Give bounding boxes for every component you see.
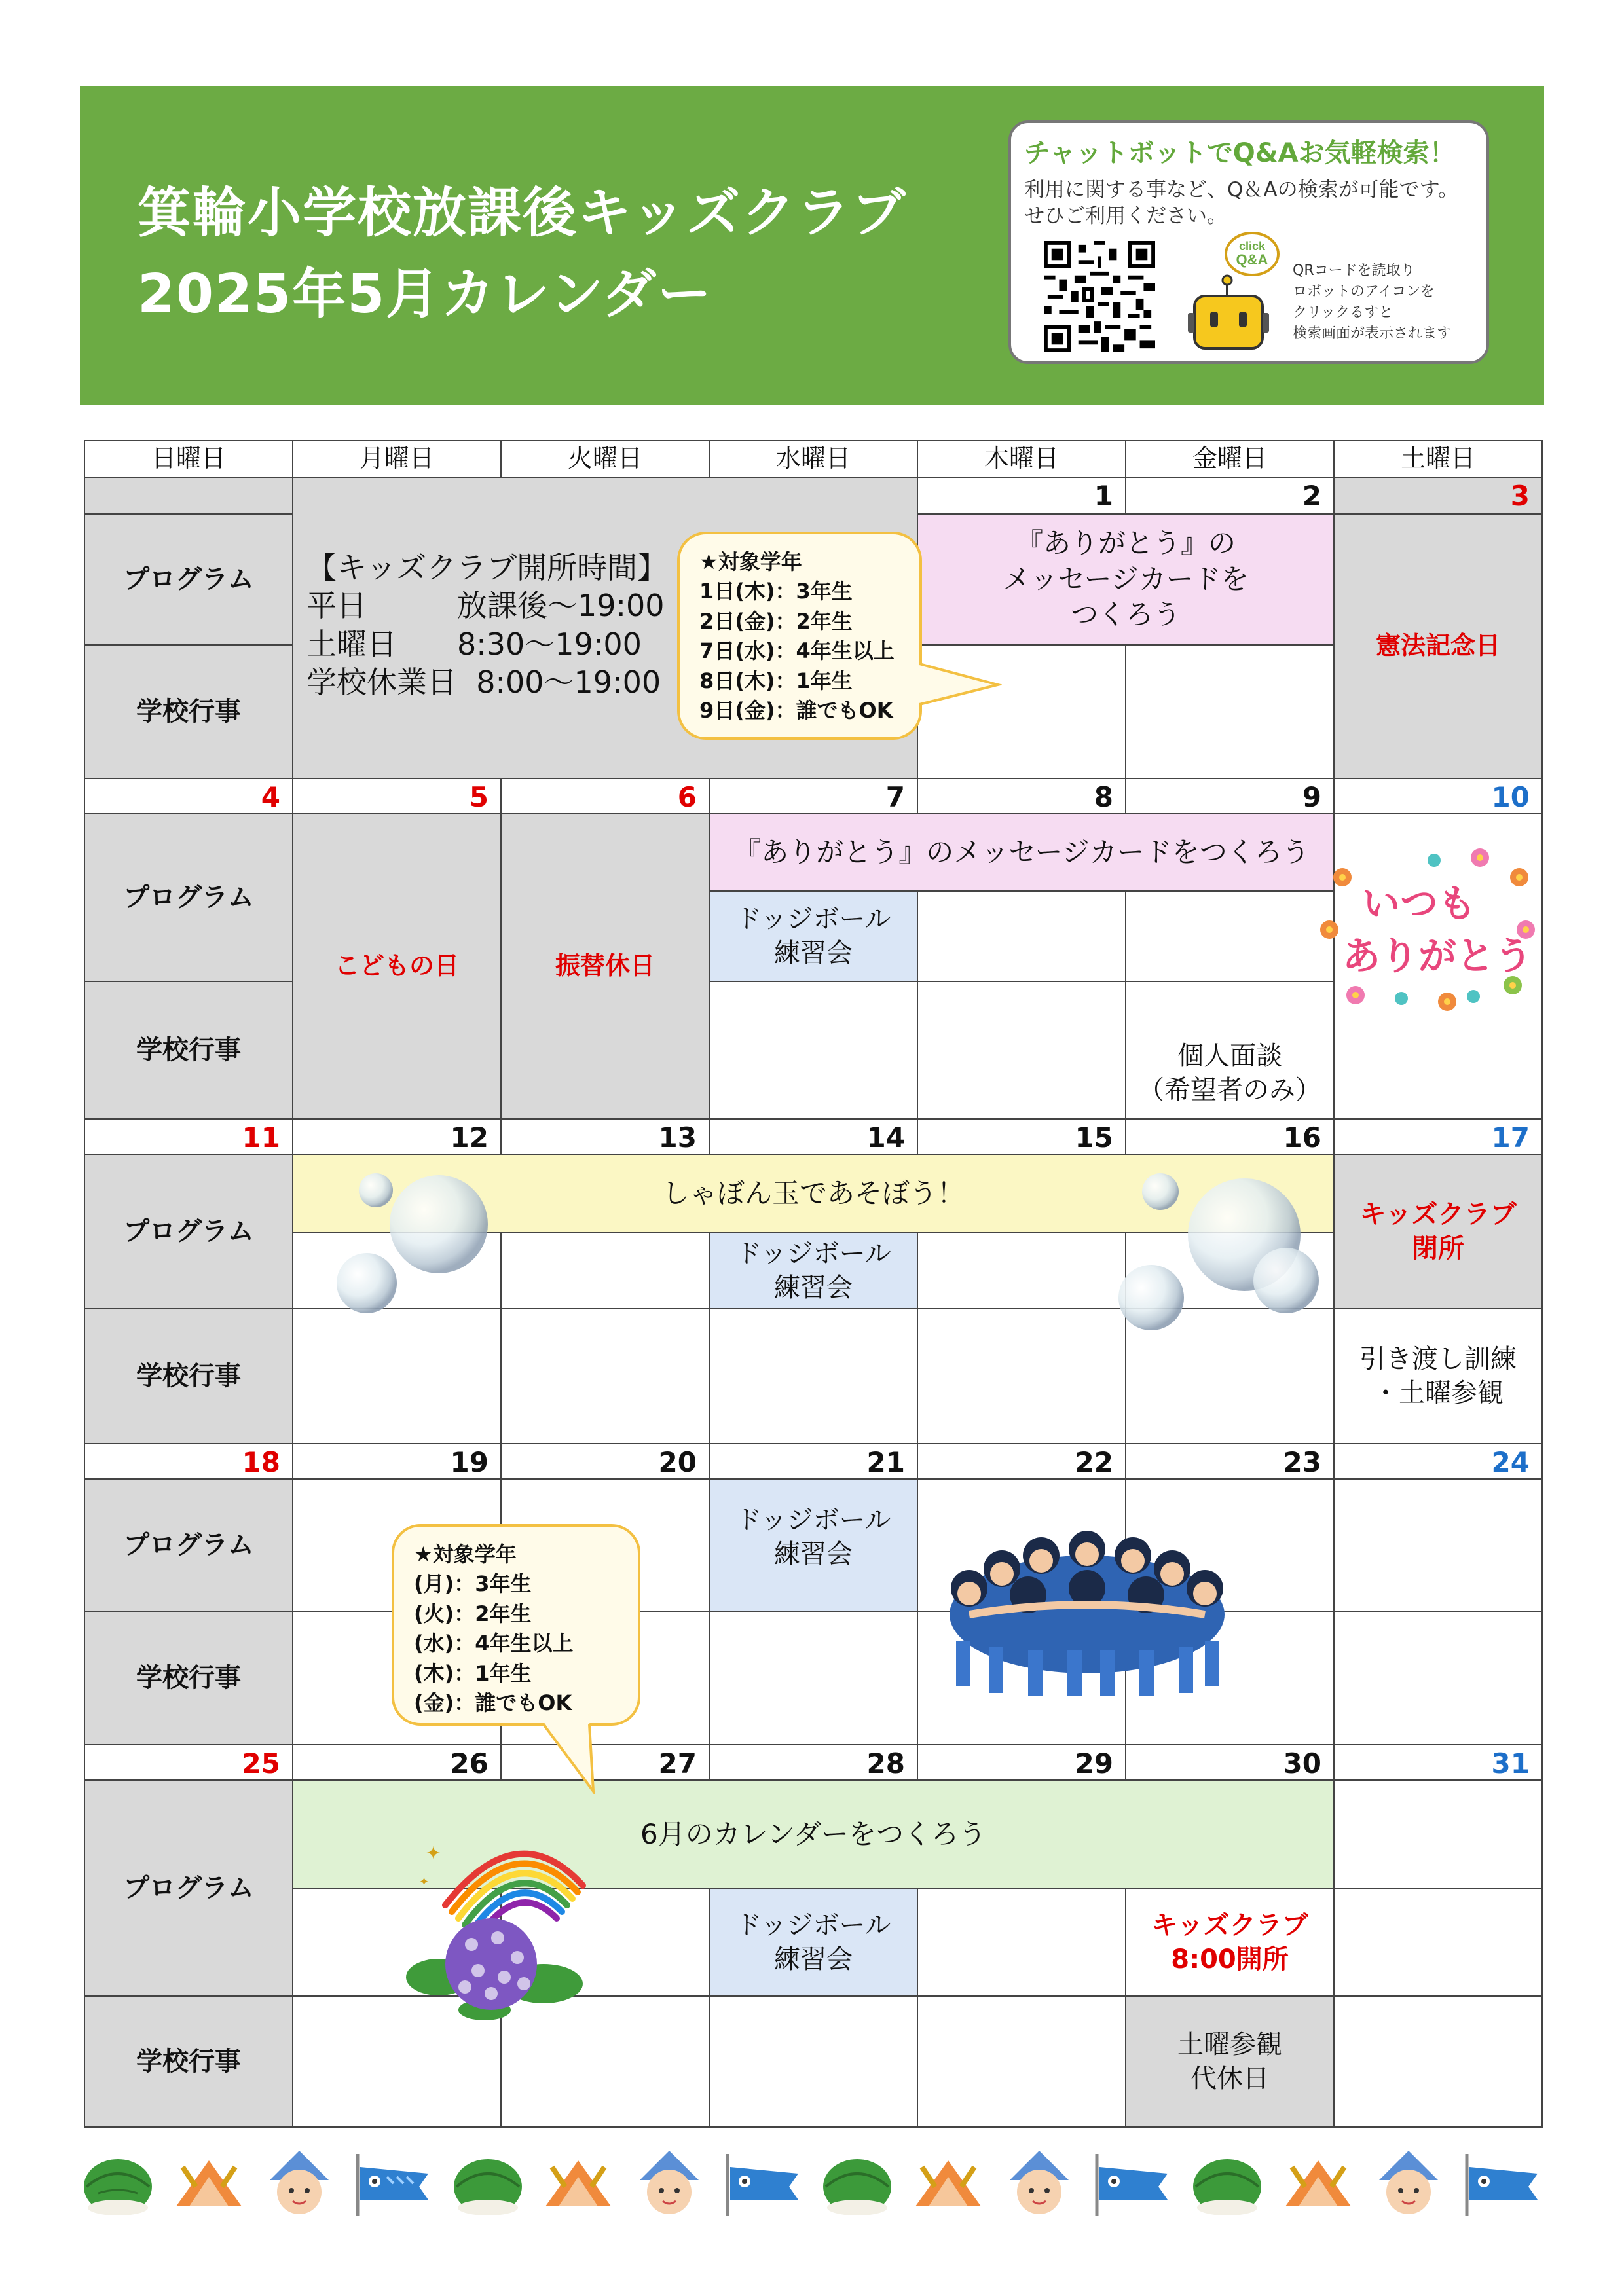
w5-sat-school — [1333, 1995, 1543, 2128]
svg-text:✦: ✦ — [426, 1842, 441, 1864]
bubble2-line: (月)：3年生 — [414, 1571, 532, 1597]
day-18: 18 — [84, 1443, 293, 1480]
day-11: 11 — [84, 1118, 293, 1155]
w1-school-label: 学校行事 — [84, 644, 293, 779]
w2-message-card-program: 『ありがとう』のメッセージカードをつくろう — [709, 813, 1335, 892]
kabuto-icon — [539, 2147, 618, 2219]
day-15: 15 — [917, 1118, 1126, 1155]
day-2: 2 — [1125, 477, 1335, 515]
hours-title: 【キッズクラブ開所時間】 — [306, 550, 668, 585]
hours-line1: 平日 放課後～19:00 — [306, 588, 665, 624]
hours-line3: 学校休業日 8:00～19:00 — [306, 665, 661, 701]
bubble1-line: 8日(木)：1年生 — [699, 668, 853, 693]
team-huddle-icon — [930, 1516, 1244, 1700]
page-title-line1: 箕輪小学校放課後キッズクラブ — [138, 182, 907, 244]
bubble2-line: (火)：2年生 — [414, 1601, 532, 1626]
weekday-thu: 木曜日 — [917, 440, 1126, 478]
svg-text:いつも: いつも — [1362, 883, 1477, 925]
bubble1-tail — [917, 655, 1002, 714]
soap-bubbles-icon — [1113, 1165, 1336, 1336]
w2-thu-program — [917, 890, 1126, 982]
bubble1-title: ★対象学年 — [699, 549, 802, 574]
w2-furikae-holiday: 振替休日 — [500, 813, 710, 1120]
bubble2-line: (金)：誰でもOK — [414, 1690, 572, 1716]
boy-kabuto-icon — [1369, 2147, 1448, 2219]
chatbot-hint-2: ロボットのアイコンを — [1293, 283, 1435, 300]
chatbot-hint-4: 検索画面が表示されます — [1293, 325, 1452, 342]
w3-kids-club-closed: キッズクラブ 閉所 — [1333, 1154, 1543, 1309]
w5-thu-school — [917, 1995, 1126, 2128]
day-24: 24 — [1333, 1443, 1543, 1480]
day-13: 13 — [500, 1118, 710, 1155]
weekday-mon: 月曜日 — [292, 440, 502, 478]
weekday-sat: 土曜日 — [1333, 440, 1543, 478]
opening-hours — [306, 549, 667, 702]
day-5: 5 — [292, 778, 502, 814]
day-19: 19 — [292, 1443, 502, 1480]
day-17: 17 — [1333, 1118, 1543, 1155]
boy-kabuto-icon — [630, 2147, 709, 2219]
day-9: 9 — [1125, 778, 1335, 814]
w3-shabon-program: しゃぼん玉であそぼう！ — [292, 1154, 1335, 1233]
target-grade-bubble-1 — [677, 532, 922, 740]
weekday-fri: 金曜日 — [1125, 440, 1335, 478]
day-4: 4 — [84, 778, 293, 814]
kashiwamochi-icon — [449, 2147, 527, 2219]
day-1: 1 — [917, 477, 1126, 515]
w1-sun-date — [84, 477, 293, 515]
w4-school-label: 学校行事 — [84, 1611, 293, 1745]
w2-wed-school — [709, 981, 918, 1120]
day-7: 7 — [709, 778, 918, 814]
kabuto-icon — [1279, 2147, 1357, 2219]
w3-program-label: プログラム — [84, 1154, 293, 1309]
w3-mon-school — [292, 1308, 502, 1444]
day-31: 31 — [1333, 1744, 1543, 1781]
boy-kabuto-icon — [260, 2147, 339, 2219]
kashiwamochi-icon — [818, 2147, 896, 2219]
w5-school-label: 学校行事 — [84, 1995, 293, 2128]
hours-line2: 土曜日 8:30～19:00 — [306, 626, 642, 662]
day-10: 10 — [1333, 778, 1543, 814]
w2-dodgeball: ドッジボール 練習会 — [709, 890, 918, 982]
w5-dodgeball: ドッジボール 練習会 — [709, 1888, 918, 1997]
w5-thu-program — [917, 1888, 1126, 1997]
day-28: 28 — [709, 1744, 918, 1781]
chatbot-desc-2: せひご利用ください。 — [1024, 204, 1227, 228]
w1-program-label: プログラム — [84, 513, 293, 646]
weekday-sun: 日曜日 — [84, 440, 293, 478]
w3-thu-school — [917, 1308, 1126, 1444]
w5-wed-school — [709, 1995, 918, 2128]
bubble1-line: 1日(木)：3年生 — [699, 579, 853, 604]
bubble1-line: 2日(金)：2年生 — [699, 608, 853, 634]
w5-sat-program-top — [1333, 1779, 1543, 1889]
w2-school-label: 学校行事 — [84, 981, 293, 1120]
w5-calendar-program: 6月のカレンダーをつくろう — [292, 1779, 1335, 1889]
w3-school-label: 学校行事 — [84, 1308, 293, 1444]
bubble2-line: (木)：1年生 — [414, 1660, 532, 1686]
w4-sat-school — [1333, 1611, 1543, 1745]
w3-wed-school — [709, 1308, 918, 1444]
bubble2-tail — [537, 1722, 609, 1794]
w3-hikiwatashi: 引き渡し訓練 ・土曜参観 — [1333, 1308, 1543, 1444]
w3-tue-school — [500, 1308, 710, 1444]
day-20: 20 — [500, 1443, 710, 1480]
rainbow-hydrangea-icon — [406, 1827, 596, 2023]
w5-open-800: キッズクラブ 8:00開所 — [1125, 1888, 1335, 1997]
target-grade-bubble-2 — [392, 1524, 640, 1726]
w3-dodgeball: ドッジボール 練習会 — [709, 1232, 918, 1309]
day-26: 26 — [292, 1744, 502, 1781]
koinobori-icon — [721, 2147, 806, 2219]
day-8: 8 — [917, 778, 1126, 814]
arigatou-sticker-icon — [1316, 845, 1539, 1015]
bubble1-line: 7日(水)：4年生以上 — [699, 638, 895, 664]
w4-wed-school — [709, 1611, 918, 1745]
w5-program-label: プログラム — [84, 1779, 293, 1997]
w2-kojin-mendan: 個人面談 （希望者のみ） — [1125, 981, 1335, 1120]
svg-text:✦: ✦ — [419, 1875, 430, 1889]
day-25: 25 — [84, 1744, 293, 1781]
w2-kodomo-holiday: こどもの日 — [292, 813, 502, 1120]
w2-thu-school — [917, 981, 1126, 1120]
w1-fri-school — [1125, 644, 1335, 779]
chatbot-desc-1: 利用に関する事など、Q＆Aの検索が可能です。 — [1024, 178, 1459, 202]
w2-program-label: プログラム — [84, 813, 293, 982]
svg-text:ありがとう: ありがとう — [1342, 935, 1533, 977]
w1-message-card-program: 『ありがとう』の メッセージカードを つくろう — [917, 513, 1335, 646]
w5-daikyu: 土曜参観 代休日 — [1125, 1995, 1335, 2128]
w4-sat-program — [1333, 1478, 1543, 1612]
qa-badge-text: click — [1238, 240, 1266, 253]
weekday-wed: 水曜日 — [709, 440, 918, 478]
footer-decoration-row — [79, 2141, 1545, 2226]
chatbot-hint-3: クリックるすと — [1293, 304, 1393, 321]
day-12: 12 — [292, 1118, 502, 1155]
bubble2-line: (水)：4年生以上 — [414, 1631, 574, 1656]
w2-fri-program — [1125, 890, 1335, 982]
page-title-line2: 2025年5月カレンダー — [138, 263, 712, 325]
w5-sat-program — [1333, 1888, 1543, 1997]
w4-dodgeball: ドッジボール 練習会 — [709, 1478, 918, 1612]
koinobori-icon — [351, 2147, 436, 2219]
bubble1-line: 9日(金)：誰でもOK — [699, 698, 893, 723]
w4-program-label: プログラム — [84, 1478, 293, 1612]
w3-tue-program — [500, 1232, 710, 1309]
svg-text:Q&A: Q&A — [1236, 251, 1268, 268]
day-23: 23 — [1125, 1443, 1335, 1480]
bubble2-title: ★対象学年 — [414, 1542, 517, 1567]
kashiwamochi-icon — [1188, 2147, 1266, 2219]
kashiwamochi-icon — [79, 2147, 157, 2219]
day-29: 29 — [917, 1744, 1126, 1781]
kabuto-icon — [170, 2147, 248, 2219]
kabuto-icon — [909, 2147, 987, 2219]
day-30: 30 — [1125, 1744, 1335, 1781]
day-16: 16 — [1125, 1118, 1335, 1155]
chatbot-hint-1: QRコードを読取り — [1293, 263, 1415, 279]
day-27: 27 — [500, 1744, 710, 1781]
day-3: 3 — [1333, 477, 1543, 515]
weekday-tue: 火曜日 — [500, 440, 710, 478]
day-22: 22 — [917, 1443, 1126, 1480]
chatbot-title: チャットボットでQ&Aお気軽検索！ — [1024, 138, 1456, 168]
w1-kenpou-holiday: 憲法記念日 — [1333, 513, 1543, 779]
boy-kabuto-icon — [1000, 2147, 1079, 2219]
koinobori-icon — [1090, 2147, 1175, 2219]
day-6: 6 — [500, 778, 710, 814]
soap-bubbles-icon — [327, 1152, 524, 1322]
day-21: 21 — [709, 1443, 918, 1480]
koinobori-icon — [1460, 2147, 1545, 2219]
day-14: 14 — [709, 1118, 918, 1155]
w3-thu-program — [917, 1232, 1126, 1309]
